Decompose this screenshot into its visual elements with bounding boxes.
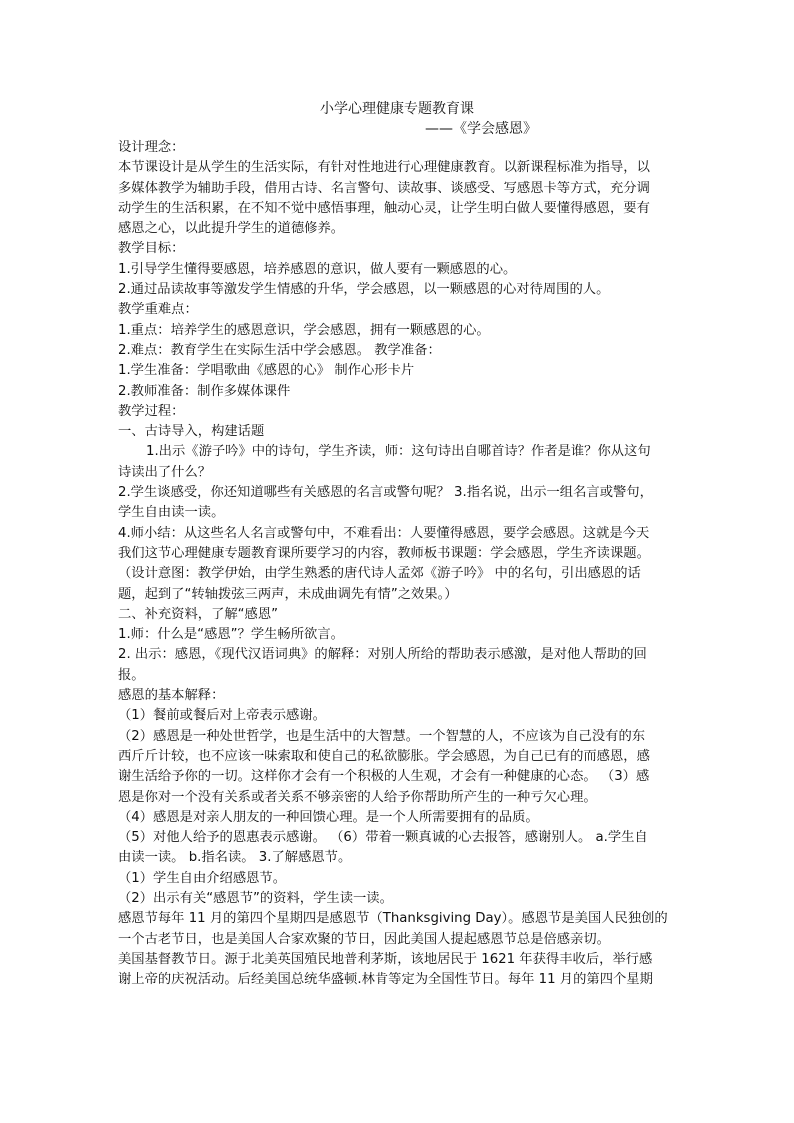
paragraph-line: （1）餐前或餐后对上帝表示感谢。	[118, 708, 326, 724]
paragraph-line: 西斤斤计较，也不应该一味索取和使自己的私欲膨胀。学会感恩，为自己已有的而感恩，感	[118, 748, 650, 764]
paragraph-line: 2.教师准备：制作多媒体课件	[118, 383, 291, 399]
paragraph-line: 感恩的基本解释：	[118, 688, 225, 704]
document-title: 小学心理健康专题教育课	[320, 101, 474, 117]
paragraph-line: 我们这节心理健康专题教育课所要学习的内容，教师板书课题：学会感恩，学生齐读课题。	[118, 545, 650, 561]
section-heading-design-concept: 设计理念：	[118, 140, 185, 155]
subsection-heading: 二、补充资料，了解“感恩”	[118, 606, 279, 622]
paragraph-line: 1.学生准备：学唱歌曲《感恩的心》 制作心形卡片	[118, 363, 415, 379]
section-heading-key-points: 教学重难点：	[118, 302, 198, 318]
paragraph-line: 感恩之心，以此提升学生的道德修养。	[118, 221, 345, 237]
paragraph-line: 美国基督教节日。源于北美英国殖民地普利茅斯，该地居民于 1621 年获得丰收后，举行感	[118, 951, 653, 967]
paragraph-line: （5）对他人给予的恩惠表示感谢。 （6）带着一颗真诚的心去报答，感谢别人。 a.学生自	[118, 830, 648, 846]
paragraph-line: （1）学生自由介绍感恩节。	[118, 870, 287, 886]
section-heading-teaching-goals: 教学目标：	[118, 241, 185, 257]
paragraph-line: 1.出示《游子吟》中的诗句，学生齐读，师：这句诗出自哪首诗？作者是谁？你从这句	[146, 444, 651, 460]
subsection-heading: 一、古诗导入，构建话题	[118, 424, 265, 440]
paragraph-line: （2）感恩是一种处世哲学，也是生活中的大智慧。一个智慧的人，不应该为自己没有的东	[118, 728, 646, 744]
paragraph-line: 本节课设计是从学生的生活实际，有针对性地进行心理健康教育。以新课程标准为指导，以	[118, 160, 650, 176]
paragraph-line: 1.师：什么是“感恩”？学生畅所欲言。	[118, 627, 344, 643]
paragraph-line: 动学生的生活积累，在不知不觉中感悟事理，触动心灵，让学生明白做人要懂得感恩，要有	[118, 200, 650, 216]
document-subtitle: ——《学会感恩》	[425, 121, 537, 137]
paragraph-line: 多媒体教学为辅助手段，借用古诗、名言警句、读故事、谈感受、写感恩卡等方式，充分调	[118, 180, 650, 196]
paragraph-line: 报。	[118, 667, 145, 683]
paragraph-line: 题，起到了“转轴拨弦三两声，未成曲调先有情”之效果。）	[118, 586, 458, 602]
paragraph-line: （4）感恩是对亲人朋友的一种回馈心理。是一个人所需要拥有的品质。	[118, 809, 539, 825]
paragraph-line: 一个古老节日，也是美国人合家欢聚的节日，因此美国人提起感恩节总是倍感亲切。	[118, 931, 610, 947]
paragraph-line: 2. 出示：感恩，《现代汉语词典》的解释：对别人所给的帮助表示感激，是对他人帮助的回	[118, 647, 647, 663]
document-body	[118, 138, 680, 990]
paragraph-line: 2.学生谈感受，你还知道哪些有关感恩的名言或警句呢？ 3.指名说，出示一组名言或警句，	[118, 485, 653, 501]
paragraph-line: 诗读出了什么？	[118, 464, 212, 480]
paragraph-line: 1.重点：培养学生的感恩意识，学会感恩，拥有一颗感恩的心。	[118, 322, 490, 338]
section-heading-teaching-process: 教学过程：	[118, 403, 185, 419]
paragraph-line: 1.引导学生懂得要感恩，培养感恩的意识，做人要有一颗感恩的心。	[118, 261, 517, 277]
paragraph-line: 由读一读。 b.指名读。 3.了解感恩节。	[118, 850, 352, 866]
paragraph-line: 4.师小结：从这些名人名言或警句中，不难看出：人要懂得感恩，要学会感恩。这就是今天	[118, 525, 650, 541]
paragraph-line: 恩是你对一个没有关系或者关系不够亲密的人给予你帮助所产生的一种亏欠心理。	[118, 789, 597, 805]
paragraph-line: （设计意图：教学伊始，由学生熟悉的唐代诗人孟郊《游子吟》 中的名句，引出感恩的话	[118, 566, 641, 582]
paragraph-line: 谢生活给予你的一切。这样你才会有一个积极的人生观，才会有一种健康的心态。 （3）感	[118, 769, 650, 785]
paragraph-line: 感恩节每年 11 月的第四个星期四是感恩节（Thanksgiving Day）。感恩节是美国人民独创的	[118, 911, 668, 927]
paragraph-line: 谢上帝的庆祝活动。后经美国总统华盛顿.林肯等定为全国性节日。每年 11 月的第四个星期	[118, 972, 653, 988]
paragraph-line: 2.通过品读故事等激发学生情感的升华，学会感恩，以一颗感恩的心对待周围的人。	[118, 282, 610, 298]
paragraph-line: 2.难点：教育学生在实际生活中学会感恩。 教学准备：	[118, 342, 441, 358]
paragraph-line: 学生自由读一读。	[118, 505, 225, 521]
paragraph-line: （2）出示有关“感恩节”的资料，学生读一读。	[118, 890, 393, 906]
